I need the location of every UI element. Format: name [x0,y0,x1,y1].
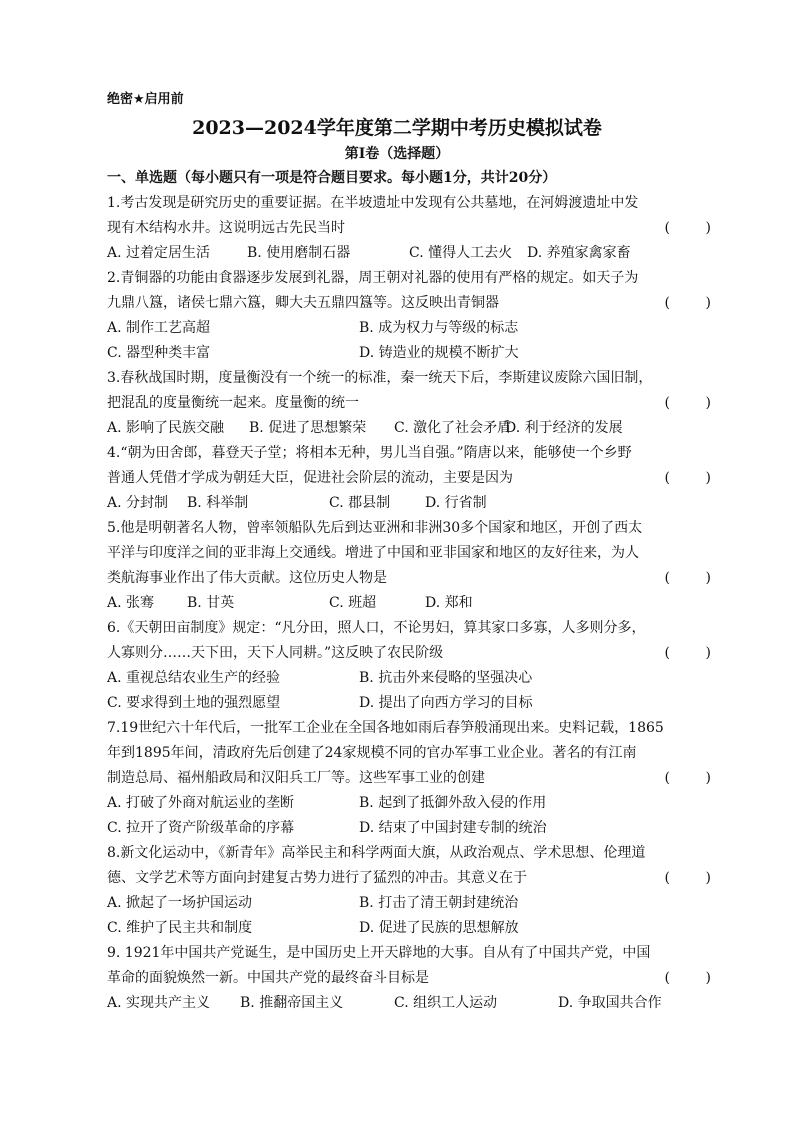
question-item [107,941,717,1016]
option-row [107,916,717,941]
option-c[interactable]: C. 拉开了资产阶级革命的序幕 [107,820,295,836]
option-a[interactable]: A. 掀起了一场护国运动 [107,895,253,911]
option-b[interactable]: B. 促进了思想繁荣 [249,420,367,436]
option-c[interactable]: C. 维护了民主共和制度 [107,920,253,936]
option-d[interactable]: D. 郑和 [425,595,473,611]
question-text-line: 9. 1921年中国共产党诞生，是中国历史上开天辟地的大事。自从有了中国共产党，中国 [107,945,651,961]
answer-bracket[interactable]: ( ) [664,295,711,311]
question-text-line: 普通人凭借才学成为朝廷大臣，促进社会阶层的流动，主要是因为 [107,470,513,486]
option-row [107,791,717,816]
option-b[interactable]: B. 使用磨制石器 [247,245,351,261]
question-item [107,366,717,441]
option-a[interactable]: A. 制作工艺高超 [107,320,211,336]
option-d[interactable]: D. 结束了中国封建专制的统治 [359,820,547,836]
question-text-line: 1.考古发现是研究历史的重要证据。在半坡遗址中发现有公共墓地，在河姆渡遗址中发 [107,195,639,211]
option-b[interactable]: B. 打击了清王朝封建统治 [359,895,519,911]
question-text-line: 年到1895年间，清政府先后创建了24家规模不同的官办军事工业企业。著名的有江南 [107,745,637,761]
question-text-line: 人寡则分……天下田，天下人同耕。”这反映了农民阶级 [107,645,444,661]
question-item [107,266,717,366]
option-a[interactable]: A. 分封制 [107,495,169,511]
option-a[interactable]: A. 张骞 [107,595,155,611]
question-item [107,441,717,516]
answer-bracket[interactable]: ( ) [664,570,711,586]
option-row [107,241,717,266]
option-c[interactable]: C. 班超 [329,595,377,611]
option-row [107,991,717,1016]
question-text-line: 德、文学艺术等方面向封建复古势力进行了猛烈的冲击。其意义在于 [107,870,527,886]
option-b[interactable]: B. 甘英 [187,595,235,611]
question-item [107,516,717,616]
question-text-line: 7.19世纪六十年代后，一批军工企业在全国各地如雨后春笋般涌现出来。史料记载，1865 [107,720,664,736]
option-row [107,341,717,366]
option-row [107,891,717,916]
question-text-line: 4.“朝为田舍郎，暮登天子堂；将相本无种，男儿当自强。”隋唐以来，能够使一个乡野 [107,445,632,461]
answer-bracket[interactable]: ( ) [664,870,711,886]
question-text-line: 类航海事业作出了伟大贡献。这位历史人物是 [107,570,387,586]
option-c[interactable]: C. 器型种类丰富 [107,345,211,361]
option-row [107,316,717,341]
option-d[interactable]: D. 养殖家禽家畜 [527,245,631,261]
question-item [107,716,717,841]
option-d[interactable]: D. 利于经济的发展 [505,420,623,436]
option-row [107,416,717,441]
answer-bracket[interactable]: ( ) [664,970,711,986]
question-item [107,841,717,941]
answer-bracket[interactable]: ( ) [664,770,711,786]
option-row [107,666,717,691]
volume-subtitle: 第Ⅰ卷（选择题） [344,146,450,162]
option-b[interactable]: B. 抗击外来侵略的坚强决心 [359,670,533,686]
question-text-line: 制造总局、福州船政局和汉阳兵工厂等。这些军事工业的创建 [107,770,485,786]
question-item [107,191,717,266]
question-text-line: 2.青铜器的功能由食器逐步发展到礼器，周王朝对礼器的使用有严格的规定。如天子为 [107,270,639,286]
option-row [107,816,717,841]
option-b[interactable]: B. 起到了抵御外敌入侵的作用 [359,795,547,811]
option-c[interactable]: C. 懂得人工去火 [409,245,513,261]
option-d[interactable]: D. 争取国共合作 [558,995,662,1011]
option-c[interactable]: C. 要求得到土地的强烈愿望 [107,695,281,711]
answer-bracket[interactable]: ( ) [664,220,711,236]
answer-bracket[interactable]: ( ) [664,470,711,486]
option-a[interactable]: A. 影响了民族交融 [107,420,225,436]
option-b[interactable]: B. 科举制 [187,495,249,511]
option-c[interactable]: C. 郡县制 [329,495,391,511]
question-text-line: 革命的面貌焕然一新。中国共产党的最终奋斗目标是 [107,970,429,986]
question-text-line: 把混乱的度量衡统一起来。度量衡的统一 [107,395,359,411]
option-d[interactable]: D. 行省制 [425,495,487,511]
option-a[interactable]: A. 重视总结农业生产的经验 [107,670,281,686]
question-item [107,616,717,716]
question-text-line: 九鼎八簋，诸侯七鼎六簋，卿大夫五鼎四簋等。这反映出青铜器 [107,295,499,311]
section-heading: 一、单选题（每小题只有一项是符合题目要求。每小题1分，共计20分） [107,170,557,186]
option-row [107,591,717,616]
option-row [107,491,717,516]
question-text-line: 8.新文化运动中，《新青年》高举民主和科学两面大旗，从政治观点、学术思想、伦理道 [107,845,646,861]
option-b[interactable]: B. 推翻帝国主义 [240,995,344,1011]
question-text-line: 现有木结构水井。这说明远古先民当时 [107,220,345,236]
exam-title: 2023—2024学年度第二学期中考历史模拟试卷 [192,117,602,139]
option-c[interactable]: C. 组织工人运动 [394,995,498,1011]
option-d[interactable]: D. 提出了向西方学习的目标 [359,695,533,711]
question-text-line: 3.春秋战国时期，度量衡没有一个统一的标准，秦一统天下后，李斯建议废除六国旧制， [107,370,653,386]
secret-label: 绝密★启用前 [107,92,184,107]
option-c[interactable]: C. 激化了社会矛盾 [394,420,512,436]
option-a[interactable]: A. 过着定居生活 [107,245,211,261]
answer-bracket[interactable]: ( ) [664,645,711,661]
option-d[interactable]: D. 铸造业的规模不断扩大 [359,345,519,361]
option-a[interactable]: A. 打破了外商对航运业的垄断 [107,795,295,811]
option-row [107,691,717,716]
question-text-line: 5.他是明朝著名人物，曾率领船队先后到达亚洲和非洲30多个国家和地区，开创了西太 [107,520,643,536]
option-a[interactable]: A. 实现共产主义 [107,995,211,1011]
option-b[interactable]: B. 成为权力与等级的标志 [359,320,519,336]
question-list [107,191,717,1016]
question-text-line: 6.《天朝田亩制度》规定：“凡分田，照人口，不论男妇，算其家口多寡，人多则分多， [107,620,646,636]
answer-bracket[interactable]: ( ) [664,395,711,411]
option-d[interactable]: D. 促进了民族的思想解放 [359,920,519,936]
question-text-line: 平洋与印度洋之间的亚非海上交通线。增进了中国和亚非国家和地区的友好往来，为人 [107,545,639,561]
